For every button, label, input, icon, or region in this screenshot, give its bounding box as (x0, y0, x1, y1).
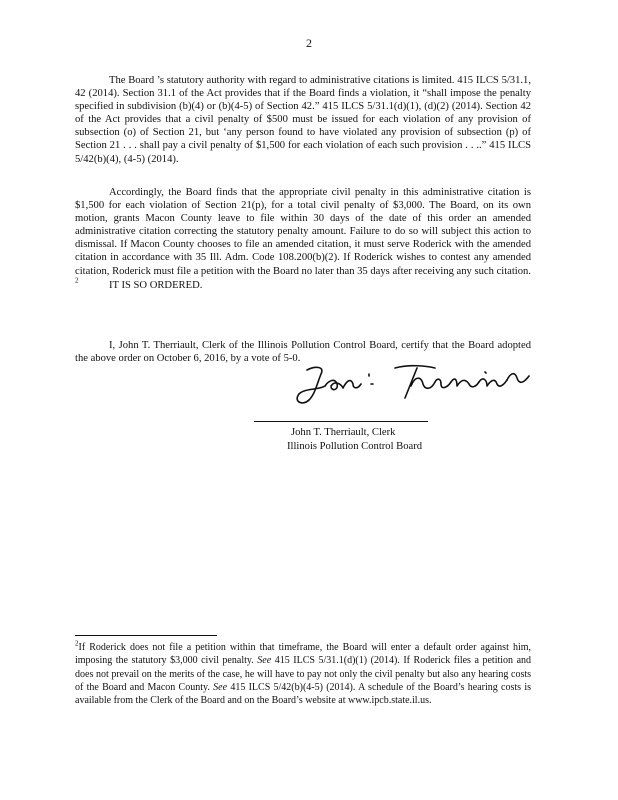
page-number: 2 (306, 36, 312, 50)
order-statement (75, 279, 531, 292)
footnote-marker: 2 (75, 639, 79, 648)
certification-text: I, John T. Therriault, Clerk of the Illinois Pollution Control Board, certify that the Board adopted the above order on October 6, 2016, by a vote of 5-0. (75, 340, 531, 365)
footnote-text-part3: 415 ILCS 5/42(b)(4-5) (2014). A schedule of the Board’s hearing costs is available from the Clerk of the Board and on the Board’s website at www.ipcb.state.il.us. (75, 681, 531, 707)
clerk-signature-image (285, 362, 535, 408)
footnote-signal-see: See (213, 681, 228, 693)
statutory-authority-paragraph (75, 74, 531, 166)
footnote (75, 641, 531, 707)
footnote-text-part2: 415 ILCS 5/31.1(d)(1) (2014). If Roderick files a petition and does not prevail on the merits of the case, he will have to pay not only the civil penalty but also any hearing costs of the Board and Macon County. (75, 655, 532, 693)
paragraph-text: Accordingly, the Board finds that the appropriate civil penalty in this administrative citation is $1,500 for each violation of Section 21(p), for a total civil penalty of $3,000. The Board, on its own motion, grants Macon County leave to file within 30 days of the date of this order an amended administrative citation correcting the statutory penalty amount. Failure to do so will subject this action to dismissal. If Macon County chooses to file an amended citation, it must serve Roderick with the amended citation in accordance with 35 Ill. Adm. Code 108.200(b)(2). If Roderick wishes to contest any amended citation, Roderick must file a petition with the Board no later than 35 days after receiving any such citation. (75, 187, 531, 277)
footnote-reference: 2 (75, 276, 79, 285)
footnote-signal-see: See (257, 655, 272, 667)
signature-line (254, 421, 428, 422)
paragraph-text: The Board ’s statutory authority with regard to administrative citations is limited. 415 ILCS 5/31.1, 42 (2014). Section 31.1 of the Act provides that if the Board finds a violation, it “shall impose the penalty specified in subdivision (b)(4) or (b)(4-5) of Section 42.” 415 ILCS 5/31.1(d)(1), (d)(2) (2014). Section 42 of the Act provides that a civil penalty of $500 must be issued for each violation of any provision of subsection (o) of Section 21, but ‘any person found to have violated any provision of subsection (p) of Section 21 . . . shall pay a civil penalty of $1,500 for each violation of each such provision . . ..” 415 ILCS 5/42(b)(4), (4-5) (2014). (75, 75, 531, 165)
footnote-text-part1: If Roderick does not file a petition within that timeframe, the Board will enter a default order against him, imposing the statutory $3,000 civil penalty. (75, 642, 531, 667)
clerk-name: John T. Therriault, Clerk (291, 427, 396, 438)
signature-block (287, 426, 422, 454)
clerk-organization: Illinois Pollution Control Board (287, 441, 423, 452)
ordered-text: IT IS SO ORDERED. (109, 280, 203, 291)
footnote-separator (75, 635, 217, 636)
penalty-paragraph (75, 186, 531, 291)
